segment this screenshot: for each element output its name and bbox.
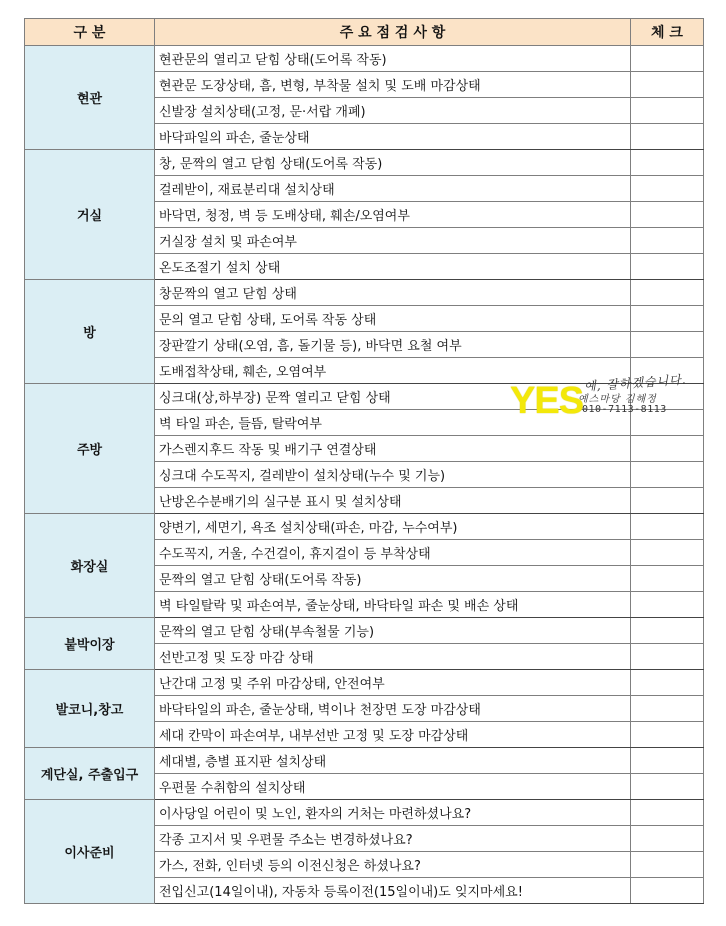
check-cell[interactable] [631,176,704,202]
header-category: 구 분 [25,19,155,46]
table-row [25,800,704,826]
category-cell: 주방 [25,384,155,514]
checklist-item: 벽 타일탈락 및 파손여부, 줄눈상태, 바닥타일 파손 및 배손 상태 [155,592,631,618]
category-cell: 발코니,창고 [25,670,155,748]
category-cell: 거실 [25,150,155,280]
check-cell[interactable] [631,592,704,618]
check-cell[interactable] [631,748,704,774]
table-row [25,384,704,410]
category-cell: 붙박이장 [25,618,155,670]
check-cell[interactable] [631,878,704,904]
check-cell[interactable] [631,722,704,748]
category-cell: 방 [25,280,155,384]
checklist-item: 현관문의 열리고 닫힘 상태(도어록 작동) [155,46,631,72]
checklist-item: 바닥파일의 파손, 줄눈상태 [155,124,631,150]
checklist-item: 우편물 수취함의 설치상태 [155,774,631,800]
table-row [25,618,704,644]
check-cell[interactable] [631,852,704,878]
stamp-logo: YES [510,380,584,422]
check-cell[interactable] [631,696,704,722]
check-cell[interactable] [631,436,704,462]
checklist-item: 싱크대 수도꼭지, 걸레받이 설치상태(누수 및 기능) [155,462,631,488]
checklist-item: 수도꼭지, 거울, 수건걸이, 휴지걸이 등 부착상태 [155,540,631,566]
checklist-item: 창, 문짝의 열고 닫힘 상태(도어록 작동) [155,150,631,176]
check-cell[interactable] [631,618,704,644]
check-cell[interactable] [631,566,704,592]
check-cell[interactable] [631,98,704,124]
check-cell[interactable] [631,358,704,384]
checklist-item: 세대 칸막이 파손여부, 내부선반 고정 및 도장 마감상태 [155,722,631,748]
table-header-row [25,19,704,46]
table-row [25,670,704,696]
checklist-item: 바닥타일의 파손, 줄눈상태, 벽이나 천장면 도장 마감상태 [155,696,631,722]
checklist-item: 선반고정 및 도장 마감 상태 [155,644,631,670]
checklist-item: 거실장 설치 및 파손여부 [155,228,631,254]
table-row [25,748,704,774]
header-items: 주 요 점 검 사 항 [155,19,631,46]
checklist-item: 온도조절기 설치 상태 [155,254,631,280]
checklist-item: 난간대 고정 및 주위 마감상태, 안전여부 [155,670,631,696]
checklist-item: 도배접착상태, 훼손, 오염여부 [155,358,631,384]
checklist-item: 가스, 전화, 인터넷 등의 이전신청은 하셨나요? [155,852,631,878]
check-cell[interactable] [631,540,704,566]
checklist-item: 양변기, 세면기, 욕조 설치상태(파손, 마감, 누수여부) [155,514,631,540]
checklist-item: 신발장 설치상태(고정, 문·서랍 개폐) [155,98,631,124]
check-cell[interactable] [631,462,704,488]
check-cell[interactable] [631,644,704,670]
checklist-item: 현관문 도장상태, 흠, 변형, 부착물 설치 및 도배 마감상태 [155,72,631,98]
category-cell: 계단실, 주출입구 [25,748,155,800]
checklist-item: 가스렌지후드 작동 및 배기구 연결상태 [155,436,631,462]
table-body [25,46,704,904]
category-cell: 이사준비 [25,800,155,904]
check-cell[interactable] [631,280,704,306]
check-cell[interactable] [631,488,704,514]
check-cell[interactable] [631,72,704,98]
checklist-item: 벽 타일 파손, 들뜸, 탈락여부 [155,410,631,436]
check-cell[interactable] [631,228,704,254]
checklist-item: 문짝의 열고 닫힘 상태(부속철물 기능) [155,618,631,644]
category-cell: 현관 [25,46,155,150]
stamp-slogan: 예, 잘하겠습니다. [583,372,687,394]
table-row [25,46,704,72]
checklist-item: 세대별, 층별 표지판 설치상태 [155,748,631,774]
checklist-item: 전입신고(14일이내), 자동차 등록이전(15일이내)도 잊지마세요! [155,878,631,904]
check-cell[interactable] [631,826,704,852]
inspection-checklist-table [24,18,704,904]
stamp-phone: 010-7113-8113 [582,404,667,415]
checklist-item: 창문짝의 열고 닫힘 상태 [155,280,631,306]
checklist-item: 난방온수분배기의 실구분 표시 및 설치상태 [155,488,631,514]
check-cell[interactable] [631,514,704,540]
checklist-item: 싱크대(상,하부장) 문짝 열리고 닫힘 상태 [155,384,631,410]
category-cell: 화장실 [25,514,155,618]
check-cell[interactable] [631,46,704,72]
header-check: 체 크 [631,19,704,46]
checklist-item: 문의 열고 닫힘 상태, 도어록 작동 상태 [155,306,631,332]
check-cell[interactable] [631,150,704,176]
check-cell[interactable] [631,202,704,228]
checklist-item: 장판깔기 상태(오염, 흠, 돌기물 등), 바닥면 요철 여부 [155,332,631,358]
check-cell[interactable] [631,774,704,800]
check-cell[interactable] [631,800,704,826]
check-cell[interactable] [631,124,704,150]
check-cell[interactable] [631,384,704,410]
table-row [25,150,704,176]
check-cell[interactable] [631,410,704,436]
check-cell[interactable] [631,332,704,358]
check-cell[interactable] [631,670,704,696]
checklist-item: 바닥면, 청정, 벽 등 도배상태, 훼손/오염여부 [155,202,631,228]
check-cell[interactable] [631,254,704,280]
checklist-item: 각종 고지서 및 우편물 주소는 변경하셨나요? [155,826,631,852]
checklist-item: 이사당일 어린이 및 노인, 환자의 거처는 마련하셨나요? [155,800,631,826]
check-cell[interactable] [631,306,704,332]
checklist-item: 문짝의 열고 닫힘 상태(도어록 작동) [155,566,631,592]
checklist-item: 걸레받이, 재료분리대 설치상태 [155,176,631,202]
table-row [25,280,704,306]
stamp-name: 예스마당 김해정 [578,394,657,405]
table-row [25,514,704,540]
